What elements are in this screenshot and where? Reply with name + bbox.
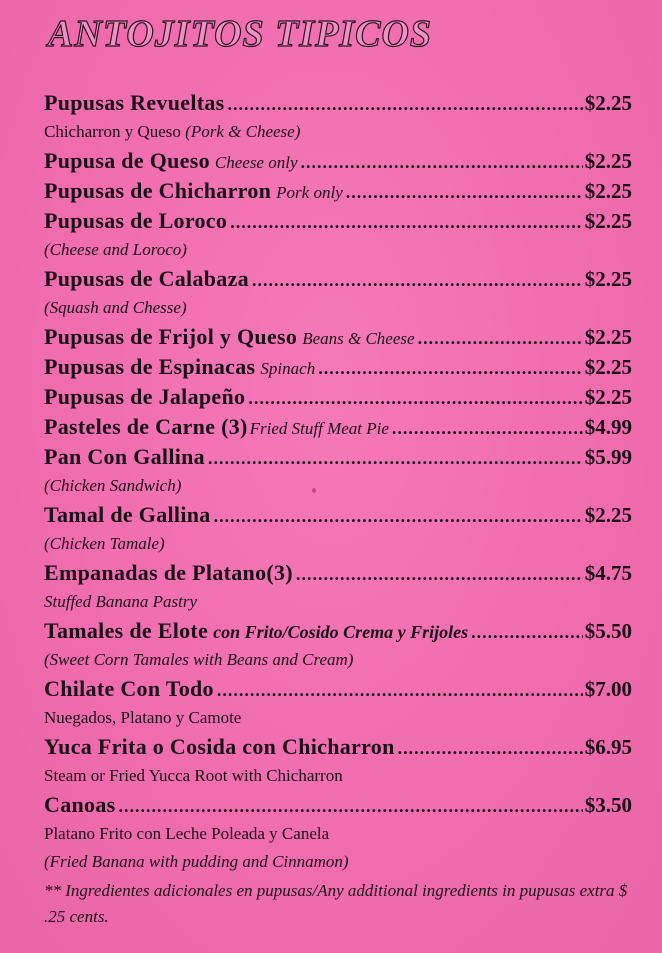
item-inline-note: Cheese only (214, 153, 298, 172)
leader-dots (228, 89, 583, 119)
item-description: (Squash and Chesse) (44, 298, 187, 317)
item-description: Chicharron y Queso (Pork & Cheese) (44, 122, 301, 141)
menu-item (44, 206, 632, 264)
menu-item (44, 88, 632, 146)
leader-dots (296, 559, 583, 589)
item-name: Pasteles de Carne (3) (44, 414, 248, 439)
leader-dots (398, 733, 583, 763)
item-inline-note: Beans & Cheese (302, 329, 415, 348)
item-price: $2.25 (584, 91, 632, 115)
leader-dots (217, 675, 583, 705)
item-price: $2.25 (584, 355, 632, 379)
menu-title: ANTOJITOS TIPICOS (48, 13, 433, 55)
item-inline-note: con Frito/Cosido Crema y Frijoles (213, 622, 469, 642)
leader-dots (252, 265, 583, 295)
item-name: Pupusas de Calabaza (44, 266, 249, 291)
menu-item (44, 146, 632, 176)
menu-items (44, 88, 632, 876)
item-price: $3.50 (584, 793, 632, 817)
leader-dots (318, 353, 583, 383)
leader-dots (208, 443, 583, 473)
menu-item (44, 732, 632, 790)
item-description: Steam or Fried Yucca Root with Chicharron (44, 766, 343, 785)
item-price: $2.25 (584, 325, 632, 349)
item-price: $2.25 (584, 179, 632, 203)
item-inline-note: Spinach (260, 359, 316, 378)
leader-dots (230, 207, 583, 237)
item-price: $4.75 (584, 561, 632, 585)
item-name: Tamales de Elote (44, 618, 209, 643)
leader-dots (392, 413, 583, 443)
leader-dots (248, 383, 582, 413)
item-name: Tamal de Gallina (44, 502, 211, 527)
leader-dots (214, 501, 583, 531)
item-price: $5.99 (584, 445, 632, 469)
menu-item (44, 352, 632, 382)
item-name: Chilate Con Todo (44, 676, 214, 701)
menu-item (44, 616, 632, 674)
item-price: $2.25 (584, 149, 632, 173)
menu-item (44, 674, 632, 732)
item-price: $6.95 (584, 735, 632, 759)
item-name: Pan Con Gallina (44, 444, 205, 469)
item-inline-note: Fried Stuff Meat Pie (249, 419, 389, 438)
item-name: Pupusa de Queso (44, 148, 210, 173)
menu-item (44, 790, 632, 876)
item-description-english: (Fried Banana with pudding and Cinnamon) (44, 852, 349, 871)
item-description: (Chicken Tamale) (44, 534, 165, 553)
item-name: Yuca Frita o Cosida con Chicharron (44, 734, 395, 759)
menu-item (44, 558, 632, 616)
item-description: (Cheese and Loroco) (44, 240, 187, 259)
item-description: Stuffed Banana Pastry (44, 592, 197, 611)
item-inline-note: Pork only (276, 183, 343, 202)
menu-item (44, 176, 632, 206)
menu-item (44, 322, 632, 352)
item-description: Platano Frito con Leche Poleada y Canela (44, 824, 330, 843)
leader-dots (301, 147, 583, 177)
leader-dots (346, 177, 583, 207)
item-name: Pupusas de Chicharron (44, 178, 272, 203)
menu-item (44, 382, 632, 412)
leader-dots (119, 791, 583, 821)
item-price: $2.25 (584, 385, 632, 409)
item-price: $7.00 (584, 677, 632, 701)
item-name: Pupusas de Espinacas (44, 354, 256, 379)
item-price: $5.50 (584, 619, 632, 643)
item-name: Pupusas Revueltas (44, 90, 225, 115)
additional-ingredients-note: ** Ingredientes adicionales en pupusas/Any additional ingredients in pupusas extra $ .25 cents. (44, 881, 628, 926)
item-price: $2.25 (584, 267, 632, 291)
menu-item (44, 442, 632, 500)
menu-item (44, 500, 632, 558)
item-name: Pupusas de Jalapeño (44, 384, 246, 409)
leader-dots (418, 323, 583, 353)
item-name: Empanadas de Platano(3) (44, 560, 293, 585)
item-description: (Sweet Corn Tamales with Beans and Cream) (44, 650, 354, 669)
menu-item (44, 264, 632, 322)
item-price: $2.25 (584, 503, 632, 527)
item-name: Pupusas de Loroco (44, 208, 228, 233)
leader-dots (471, 617, 583, 647)
item-name: Pupusas de Frijol y Queso (44, 324, 298, 349)
item-description: Nuegados, Platano y Camote (44, 708, 242, 727)
item-price: $2.25 (584, 209, 632, 233)
menu-item (44, 412, 632, 442)
paper-speck (312, 488, 316, 493)
item-price: $4.99 (584, 415, 632, 439)
item-description: (Chicken Sandwich) (44, 476, 182, 495)
item-name: Canoas (44, 792, 116, 817)
